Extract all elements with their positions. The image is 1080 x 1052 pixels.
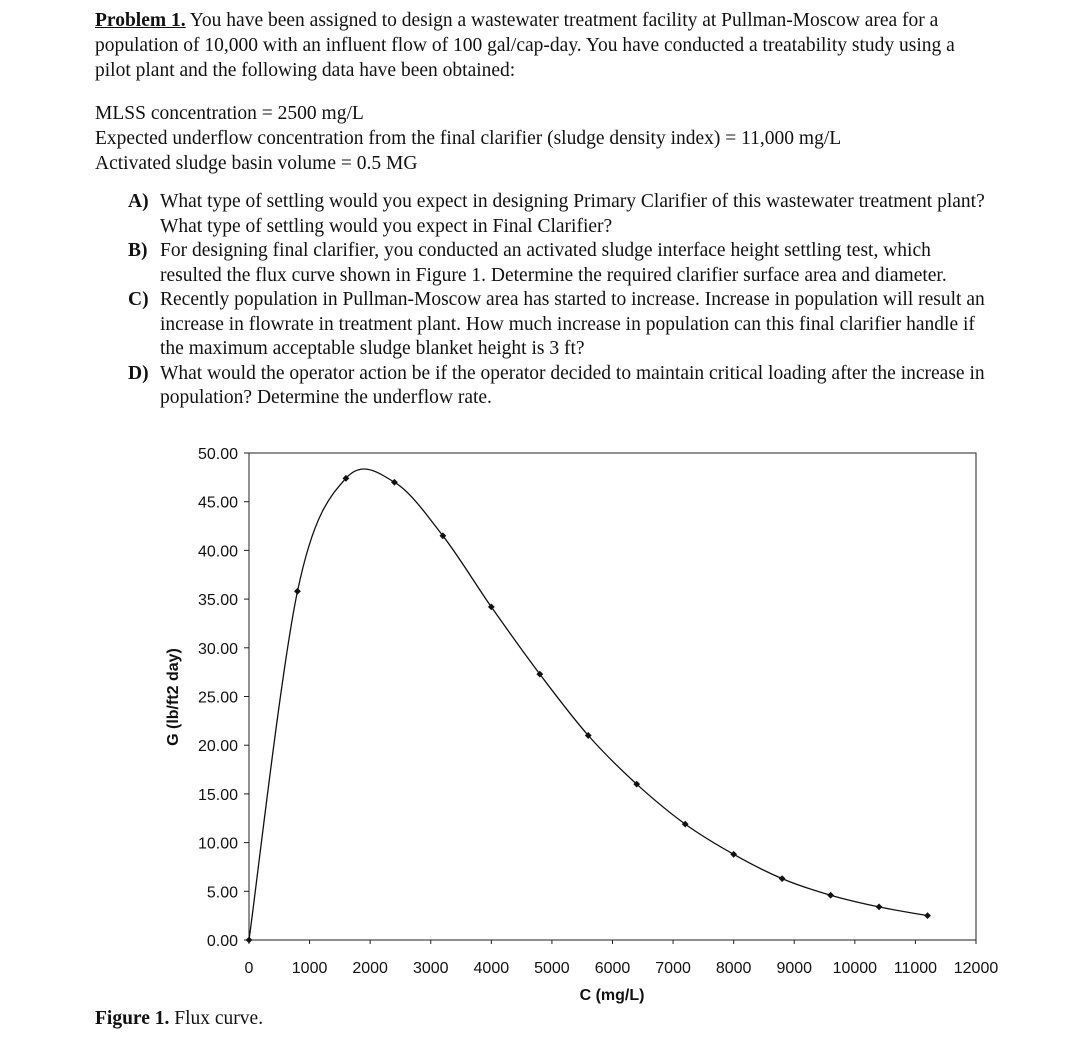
y-tick-label: 25.00 — [197, 689, 238, 707]
y-tick-label: 20.00 — [197, 738, 238, 756]
x-tick-label: 6000 — [594, 960, 631, 977]
data-point-marker — [730, 851, 737, 858]
problem-label: Problem 1. — [95, 10, 186, 31]
data-point-marker — [779, 875, 786, 882]
y-tick-label: 30.00 — [197, 640, 238, 658]
y-tick-label: 50.00 — [197, 446, 238, 463]
x-tick-label: 9000 — [776, 960, 813, 977]
figure-caption — [95, 1008, 263, 1030]
y-axis — [198, 446, 249, 950]
question-text: Recently population in Pullman-Moscow area has started to increase. Increase in population will result an increase in flowrate in treatment plant. How much increase in population can this final clarifier handle if the maximum acceptable sludge blanket height is 3 ft? — [160, 289, 985, 359]
y-tick-label: 35.00 — [197, 592, 238, 610]
x-tick-label: 1000 — [291, 960, 328, 977]
question-text: What type of settling would you expect in designing Primary Clarifier of this wastewater treatment plant? What type of settling would you expect in Final Clarifier? — [160, 191, 985, 237]
data-point-marker — [876, 903, 883, 910]
y-tick-label: 40.00 — [197, 543, 238, 561]
y-tick-label: 45.00 — [197, 494, 238, 512]
data-point-marker — [391, 479, 398, 486]
figure-caption-text: Flux curve. — [169, 1008, 264, 1029]
x-tick-label: 10000 — [832, 960, 878, 977]
data-point-marker — [294, 588, 301, 595]
data-point-marker — [246, 937, 253, 944]
question-text: For designing final clarifier, you conducted an activated sludge interface height settling test, which resulted the flux curve shown in Figure 1. Determine the required clarifier surface area and diameter. — [160, 240, 947, 286]
flux-markers — [246, 475, 931, 943]
x-tick-label: 0 — [244, 960, 254, 977]
x-axis-label: C (mg/L) — [579, 987, 645, 1004]
param-underflow: Expected underflow concentration from the final clarifier (sludge density index) = 11,000 mg/L — [95, 128, 842, 149]
y-tick-label: 5.00 — [206, 884, 238, 902]
param-basin-volume: Activated sludge basin volume = 0.5 MG — [95, 153, 418, 174]
plot-frame — [249, 453, 976, 940]
question-letter: C) — [128, 289, 149, 310]
x-tick-label: 11000 — [893, 960, 938, 977]
problem-intro-text: You have been assigned to design a wastewater treatment facility at Pullman-Moscow area for a population of 10,000 with an influent flow of 100 gal/cap-day. You have conducted a treatability study using a pilot plant and the following data have been obtained: — [95, 10, 955, 81]
data-point-marker — [924, 912, 931, 919]
x-tick-label: 12000 — [953, 960, 999, 977]
x-tick-label: 7000 — [655, 960, 691, 977]
figure-label: Figure 1. — [95, 1008, 170, 1029]
y-tick-label: 10.00 — [197, 835, 238, 853]
question-letter: D) — [128, 362, 149, 384]
question-text: What would the operator action be if the operator decided to maintain critical loading after the increase in population? Determine the underflow rate. — [160, 362, 985, 408]
flux-curve-line — [249, 469, 928, 940]
question-letter: B) — [128, 240, 148, 261]
param-mlss: MLSS concentration = 2500 mg/L — [95, 103, 364, 124]
y-tick-label: 0.00 — [206, 933, 238, 950]
x-tick-label: 3000 — [412, 960, 449, 977]
y-axis-label: G (lb/ft2 day) — [165, 648, 182, 746]
question-letter: A) — [128, 191, 149, 212]
data-point-marker — [827, 892, 834, 899]
x-tick-label: 2000 — [352, 960, 388, 977]
x-tick-label: 5000 — [534, 960, 570, 977]
y-tick-label: 15.00 — [197, 786, 238, 804]
x-tick-label: 8000 — [715, 960, 752, 977]
x-tick-label: 4000 — [473, 960, 510, 977]
x-axis — [245, 940, 999, 977]
